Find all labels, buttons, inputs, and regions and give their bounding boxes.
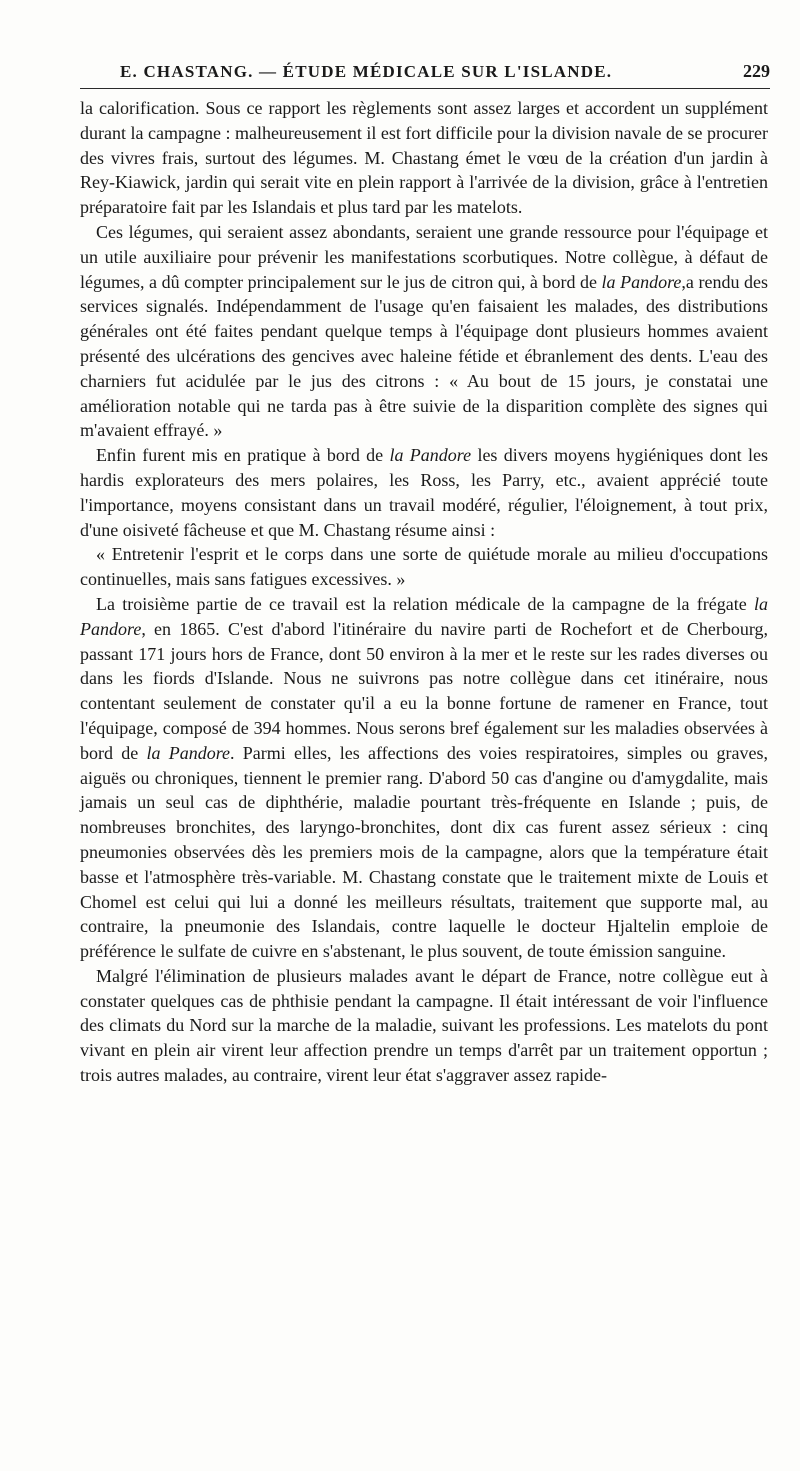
paragraph-6: Malgré l'élimination de plusieurs malades avant le départ de France, notre collègue eut à constater quelques cas de phthisie pendant la campagne. Il était intéressant de voir l'influence des climats du Nord sur la marche de la maladie, suivant les professions. Les matelots du pont vivant en plein air virent leur affection prendre un temps d'arrêt par un traitement opportun ; trois autres malades, au contraire, virent leur état s'aggraver assez rapide- — [80, 965, 768, 1086]
page-header — [80, 58, 770, 89]
running-head: E. CHASTANG. — ÉTUDE MÉDICALE SUR L'ISLANDE. — [120, 62, 613, 81]
paragraph-3: Enfin furent mis en pratique à bord de la Pandore les divers moyens hygiéniques dont les hardis explorateurs des mers polaires, les Ross, les Parry, etc., avaient apprécié toute l'importance, moyens consistant dans un travail modéré, régulier, l'éloignement, à tout prix, d'une oisiveté fâcheuse et que M. Chastang résume ainsi : — [80, 445, 768, 540]
paragraph-5: La troisième partie de ce travail est la relation médicale de la campagne de la frégate la Pandore, en 1865. C'est d'abord l'itinéraire du navire parti de Rochefort et de Cherbourg, passant 171 jours hors de France, dont 50 environ à la mer et le reste sur les rades diverses ou dans les fiords d'Islande. Nous ne suivrons pas notre collègue dans cet itinéraire, nous contentant seulement de constater qu'il a eu la bonne fortune de ramener en France, tout l'équipage, composé de 394 hommes. Nous serons bref également sur les maladies observées à bord de la Pandore. Parmi elles, les affections des voies respiratoires, simples ou graves, aiguës ou chroniques, tiennent le premier rang. D'abord 50 cas d'angine ou d'amygdalite, mais jamais un seul cas de diphthérie, maladie pourtant très-fréquente en Islande ; puis, de nombreuses bronchites, des laryngo-bronchites, dont dix cas furent assez sérieux : cinq pneumonies observées dès les premiers mois de la campagne, alors que la température était basse et l'atmosphère très-variable. M. Chastang constate que le traitement mixte de Louis et Chomel est celui qui lui a donné les meilleurs résultats, traitement que supporte mal, au contraire, la pneumonie des Islandais, contre laquelle le docteur Hjaltelin emploie de préférence le sulfate de cuivre en s'abstenant, le plus souvent, de toute émission sanguine. — [80, 593, 769, 962]
ship-name: la Pandore — [146, 742, 231, 763]
ship-name: la Pandore — [601, 271, 682, 292]
ship-name: la Pandore — [80, 593, 768, 639]
paragraph-2: Ces légumes, qui seraient assez abondants, seraient une grande ressource pour l'équipage et un utile auxiliaire pour prévenir les manifestations scorbutiques. Notre collègue, à défaut de légumes, a dû compter principalement sur le jus de citron qui, à bord de la Pandore,a rendu des services signalés. Indépendamment de l'usage qu'en faisaient les malades, des distributions générales ont été faites pendant quelque temps à l'équipage dont plusieurs hommes avaient présenté des ulcérations des gencives avec haleine fétide et ébranlement des dents. L'eau des charniers fut acidulée par le jus des citrons : « Au bout de 15 jours, je constatai une amélioration notable qui ne tarda pas à être suivie de la disparition complète des signes qui m'avaient effrayé. » — [80, 221, 768, 441]
ship-name: la Pandore — [389, 445, 472, 466]
page-number: 229 — [743, 61, 770, 81]
paragraph-4-quote: « Entretenir l'esprit et le corps dans une sorte de quiétude morale au milieu d'occupations continuelles, mais sans fatigues excessives. » — [80, 544, 768, 590]
body-text — [80, 96, 768, 1088]
paragraph-1: la calorification. Sous ce rapport les règlements sont assez larges et accordent un supplément durant la campagne : malheureusement il est fort difficile pour la division navale de se procurer des vivres frais, surtout des légumes. M. Chastang émet le vœu de la création d'un jardin à Rey-Kiawick, jardin qui serait vite en plein rapport à l'arrivée de la division, grâce à l'entretien préparatoire fait par les Islandais et plus tard par les matelots. — [80, 98, 768, 218]
